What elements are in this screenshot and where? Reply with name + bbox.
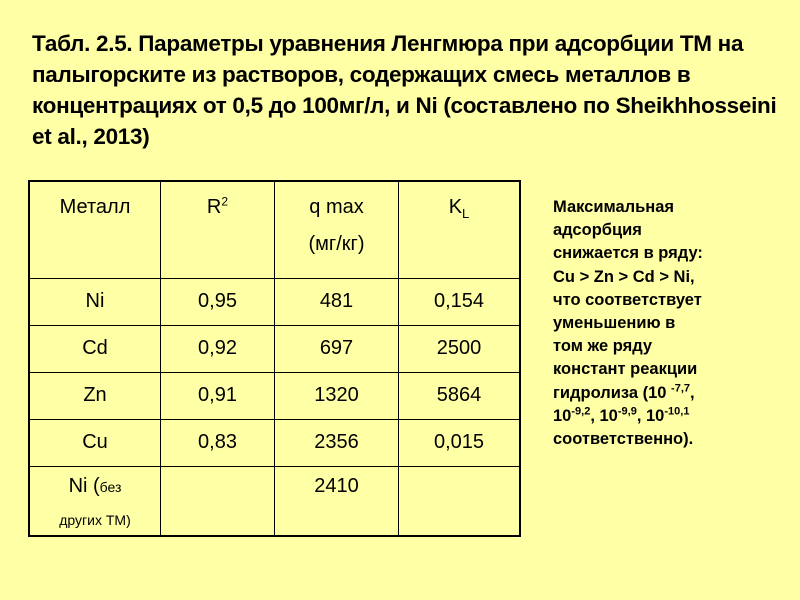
cell-qmax: 2410 [275, 466, 399, 536]
cell-kl: 2500 [399, 325, 521, 372]
cell-kl: 0,154 [399, 278, 521, 325]
cell-kl [399, 466, 521, 536]
cell-kl: 5864 [399, 372, 521, 419]
cell-metal-line2: других ТМ) [59, 511, 131, 528]
note-line: том же ряду [553, 337, 653, 356]
cell-r2 [161, 466, 275, 536]
cell-metal: Zn [29, 372, 161, 419]
note-line: снижается в ряду: [553, 244, 703, 263]
header-r2-sup: 2 [221, 194, 229, 209]
note-separator: , [690, 383, 695, 402]
header-qmax [275, 181, 399, 278]
header-metal: Металл [29, 181, 161, 278]
header-r2 [161, 181, 275, 278]
note-separator: , [590, 406, 600, 425]
header-kl-sub: L [462, 206, 470, 221]
cell-qmax: 1320 [275, 372, 399, 419]
header-qmax-line1: q max [309, 196, 364, 218]
langmuir-parameters-table [28, 180, 521, 537]
note-line: уменьшению в [553, 314, 676, 333]
cell-metal: Ni [29, 278, 161, 325]
note-exponent: -9,9 [617, 405, 637, 418]
table-header-row [29, 181, 520, 278]
cell-metal-main: Ni ( [68, 474, 100, 497]
note-line: констант реакции [553, 360, 698, 379]
note-line-hydrolysis [553, 382, 783, 405]
cell-qmax: 2356 [275, 419, 399, 466]
cell-qmax: 697 [275, 325, 399, 372]
cell-kl: 0,015 [399, 419, 521, 466]
note-exponent: -9,2 [571, 405, 591, 418]
note-line: адсорбция [553, 221, 642, 240]
cell-metal-small: без [99, 478, 122, 495]
cell-metal [29, 466, 161, 536]
table-row [29, 278, 520, 325]
cell-metal: Cd [29, 325, 161, 372]
header-kl-base: K [448, 196, 463, 218]
note-text: гидролиза (10 [553, 383, 672, 402]
header-kl [399, 181, 521, 278]
note-line: Максимальная [553, 198, 675, 216]
cell-r2: 0,95 [161, 278, 275, 325]
table-row [29, 372, 520, 419]
side-note [553, 196, 783, 451]
note-line-constants [553, 405, 783, 428]
note-base: 10 [646, 406, 665, 425]
table-row [29, 419, 520, 466]
cell-qmax: 481 [275, 278, 399, 325]
cell-r2: 0,83 [161, 419, 275, 466]
cell-r2: 0,91 [161, 372, 275, 419]
note-base: 10 [553, 406, 572, 425]
note-base: 10 [599, 406, 618, 425]
table-row [29, 325, 520, 372]
header-qmax-unit: (мг/кг) [308, 233, 365, 255]
cell-metal: Cu [29, 419, 161, 466]
note-exponent: -7,7 [671, 382, 691, 395]
header-r2-base: R [206, 196, 222, 218]
note-line: соответственно). [553, 430, 694, 449]
cell-r2: 0,92 [161, 325, 275, 372]
note-exponent: -10,1 [664, 405, 690, 418]
table-row [29, 466, 520, 536]
note-line: что соответствует [553, 290, 702, 309]
note-separator: , [636, 406, 646, 425]
slide-title: Табл. 2.5. Параметры уравнения Ленгмюра при адсорбции ТМ на палыгорските из растворов, содержащих смесь металлов в концентрациях от 0,5 до 100мг/л, и Ni (составлено по Sheikhhosseini et al., 2013) [32, 31, 777, 149]
note-line: Cu > Zn > Cd > Ni, [553, 267, 695, 286]
